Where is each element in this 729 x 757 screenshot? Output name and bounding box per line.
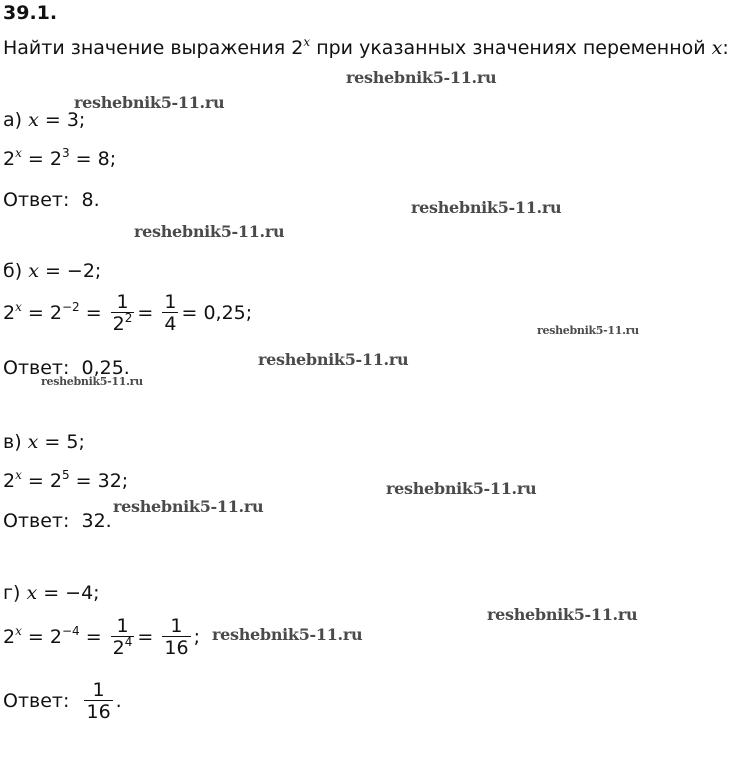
watermark: reshebnik5-11.ru <box>258 350 409 369</box>
part-b-fraction-1: $\frac{1}{2^2}$ <box>112 291 133 335</box>
part-b-solution: $2^x = 2^{-2}$ = $\frac{1}{2^2}$ = $\frac{1}{4}$ = 0,25; <box>3 291 253 335</box>
part-a-condition: а) x = 3; <box>3 109 86 131</box>
part-c-exponent: 5 <box>61 468 70 482</box>
watermark: reshebnik5-11.ru <box>113 497 264 516</box>
watermark: reshebnik5-11.ru <box>134 222 285 241</box>
part-d-solution: $2^x = 2^{-4}$ = $\frac{1}{2^4}$ = $\frac{1}{16}$ ; <box>3 615 200 659</box>
task-text: Найти значение выражения <box>3 37 286 59</box>
watermark: reshebnik5-11.ru <box>212 625 363 644</box>
part-b-label: б) <box>3 260 23 282</box>
watermark: reshebnik5-11.ru <box>537 324 639 337</box>
part-c-condition: в) x = 5; <box>3 431 85 453</box>
part-d-condition: г) x = −4; <box>3 582 100 604</box>
task-variable: x <box>711 37 723 59</box>
part-a-answer-value: 8. <box>81 189 100 211</box>
part-b-exponent: −2 <box>61 300 80 314</box>
watermark: reshebnik5-11.ru <box>487 605 638 624</box>
task-exponent: x <box>303 35 311 49</box>
part-c-answer: Ответ: 32. <box>3 510 112 532</box>
part-a-exponent: 3 <box>61 146 70 160</box>
problem-number: 39.1. <box>3 2 58 24</box>
part-b-condition: б) x = −2; <box>3 260 102 282</box>
part-c-solution: $2^x = 2^5 = 32$; <box>3 468 129 492</box>
part-b-x-value: −2; <box>66 260 102 282</box>
part-d-label: г) <box>3 582 21 604</box>
answer-label: Ответ: <box>3 189 70 211</box>
watermark: reshebnik5-11.ru <box>386 479 537 498</box>
part-a-result: 8; <box>97 148 117 170</box>
watermark: reshebnik5-11.ru <box>411 198 562 217</box>
part-c-x-value: 5; <box>66 431 85 453</box>
part-c-result: 32; <box>97 470 129 492</box>
part-a-solution: $2^x = 2^3 = 8$; <box>3 146 117 170</box>
part-d-x-value: −4; <box>65 582 100 604</box>
task-colon: : <box>722 37 729 59</box>
part-d-answer: Ответ: $\frac{1}{16}$ . <box>3 679 122 723</box>
part-d-fraction-1: $\frac{1}{2^4}$ <box>112 615 133 659</box>
watermark: reshebnik5-11.ru <box>74 93 225 112</box>
part-a-label: а) <box>3 109 23 131</box>
part-c-answer-value: 32. <box>81 510 112 532</box>
watermark: reshebnik5-11.ru <box>41 375 143 388</box>
part-a-x-value: 3; <box>66 109 86 131</box>
task-statement <box>3 36 729 60</box>
part-c-label: в) <box>3 431 22 453</box>
task-tail: при указанных значениях переменной <box>316 37 706 59</box>
task-base: 2 <box>291 37 304 59</box>
watermark: reshebnik5-11.ru <box>346 68 497 87</box>
part-a-answer <box>3 188 100 212</box>
part-b-result: 0,25; <box>203 302 253 324</box>
part-d-exponent: −4 <box>61 624 80 638</box>
part-b-answer: Ответ: 0,25. <box>3 357 130 379</box>
part-d-fraction-2: $\frac{1}{16}$ <box>164 615 189 659</box>
part-b-fraction-2: $\frac{1}{4}$ <box>164 291 177 335</box>
part-d-answer-fraction: $\frac{1}{16}$ <box>86 679 111 723</box>
part-b-answer-value: 0,25. <box>81 357 130 379</box>
